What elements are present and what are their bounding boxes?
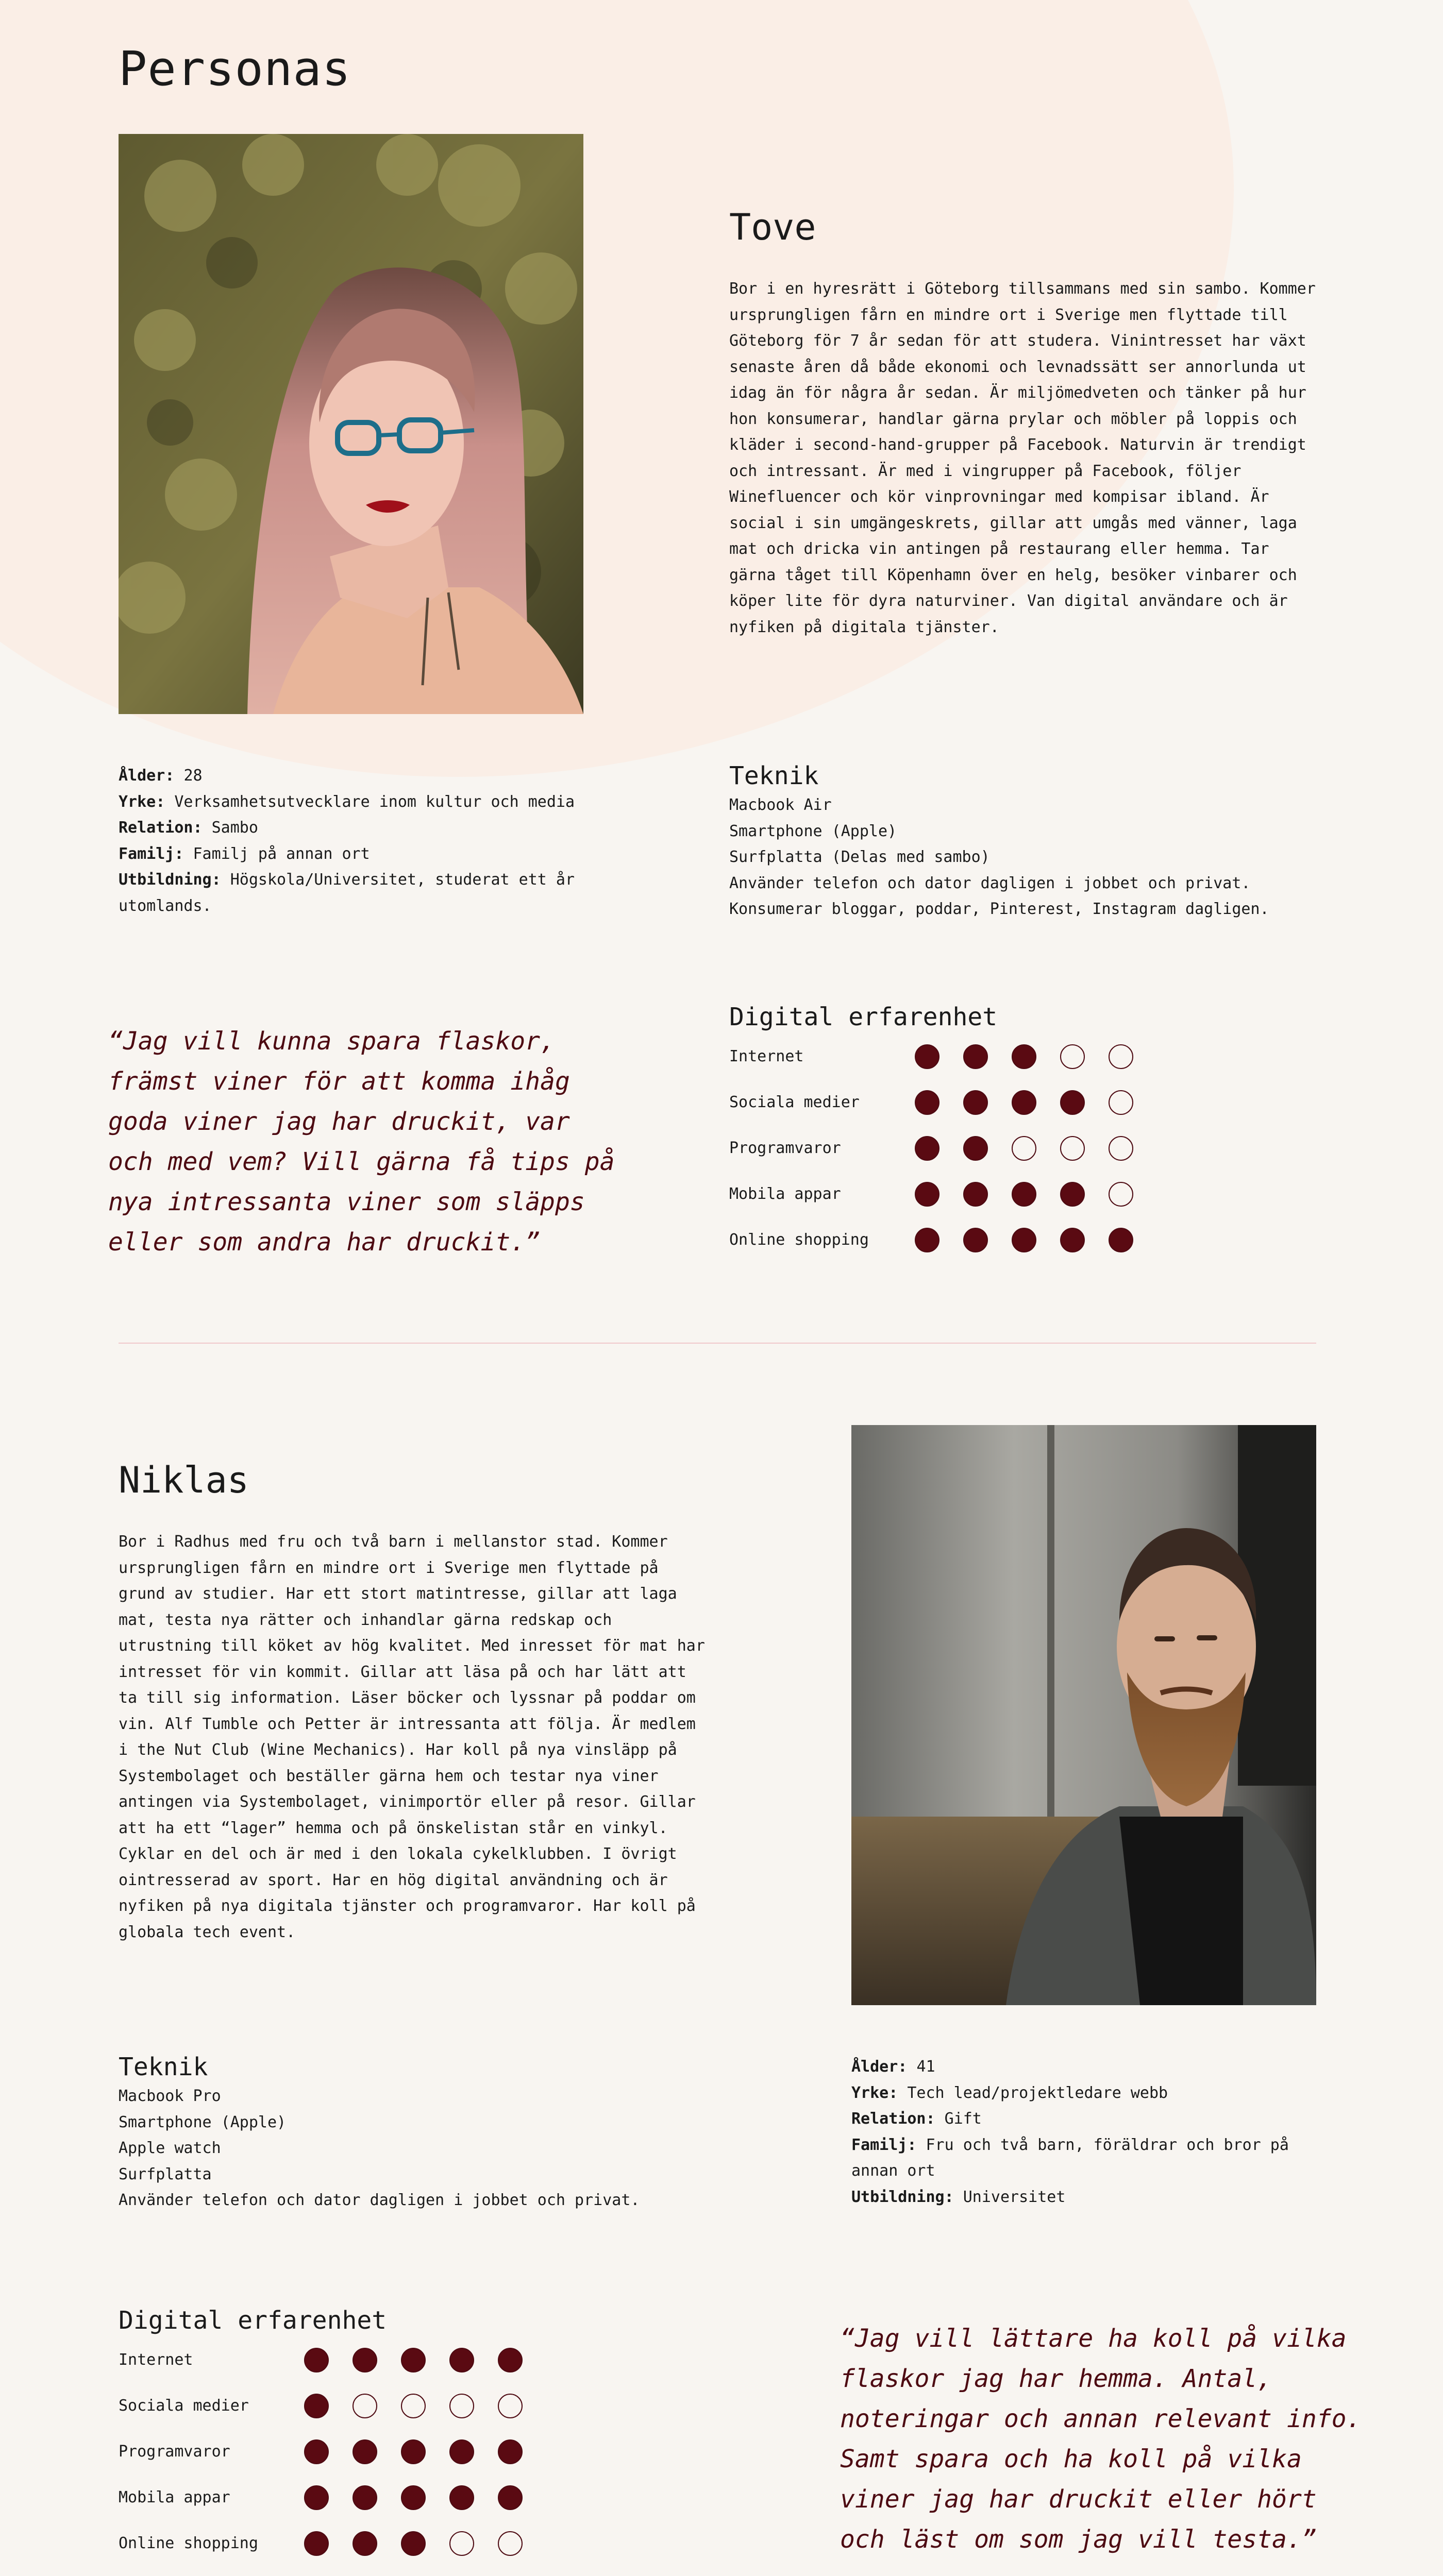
tech-title: Teknik (119, 2053, 208, 2081)
fact-occupation (851, 2080, 1367, 2107)
rating-label: Internet (119, 2351, 193, 2369)
rating-dot-empty (449, 2394, 474, 2418)
fact-value: Gift (944, 2110, 982, 2128)
rating-dots (304, 2531, 523, 2556)
rating-dot-filled (401, 2439, 426, 2464)
rating-dot-filled (963, 1090, 988, 1115)
rating-dot-filled (401, 2531, 426, 2556)
tech-item: Surfplatta (Delas med sambo) (729, 848, 990, 866)
rating-dot-filled (353, 2531, 377, 2556)
rating-dot-filled (498, 2439, 523, 2464)
rating-dot-empty (1109, 1136, 1133, 1161)
fact-value: Universitet (963, 2188, 1066, 2206)
rating-dot-filled (963, 1136, 988, 1161)
rating-dot-filled (915, 1136, 939, 1161)
tech-item: Använder telefon och dator dagligen i jobbet och privat. (119, 2191, 640, 2209)
persona-tech (729, 761, 1348, 923)
rating-dots (915, 1136, 1133, 1161)
rating-dot-empty (1012, 1136, 1036, 1161)
persona-bio: Bor i Radhus med fru och två barn i mellanstor stad. Kommer ursprungligen fårn en mindre ort i Sverige men flyttade på grund av studier. Har ett stort matintresse, gillar att laga mat, testa nya rätter och inhandlar gärna redskap och utrustning till köket av hög kvalitet. Med inresset för mat har intresset för vin kommit. Gillar att läsa på och har lätt att ta till sig information. Läser böcker och lyssnar på poddar om vin. Alf Tumble och Petter är intressanta att följa. Är medlem i the Nut Club (Wine Mechanics). Har koll på nya vinsläpp på Systembolaget och beställer gärna hem och testar nya viner antingen via Systembolaget, vinimportör eller på resor. Gillar att ha ett “lager” hemma och på önskelistan står en vinkyl. Cyklar en del och är med i den lokala cykelklubben. I övrigt ointresserad av sport. Har en hög digital användning och är nyfiken på nya digitala tjänster och programvaror. Har koll på globala tech event. (119, 1533, 705, 1941)
rating-dot-empty (1109, 1182, 1133, 1207)
fact-label: Familj: (119, 844, 184, 863)
rating-row (119, 2383, 523, 2429)
fact-label: Utbildning: (119, 871, 221, 889)
fact-label: Relation: (119, 819, 203, 837)
fact-education (851, 2184, 1367, 2211)
fact-value: 41 (916, 2058, 935, 2076)
rating-list (729, 1033, 1133, 1263)
persona-bio: Bor i en hyresrätt i Göteborg tillsammans med sin sambo. Kommer ursprungligen fårn en mindre ort i Sverige men flyttade till Göteborg för 7 år sedan för att studera. Vinintresset har växt senaste åren då både ekonomi och levnadssätt ser annorlunda ut idag än för några år sedan. Är miljömedveten och tänker på hur hon konsumerar, handlar gärna prylar och möbler på loppis och kläder i second-hand-grupper på Facebook. Naturvin är trendigt och intressant. Är med i vingrupper på Facebook, följer Winefluencer och kör vinprovningar med kompisar ibland. Är social i sin umgängeskrets, gillar att umgås med vänner, laga mat och dricka vin antingen på restaurang eller hemma. Tar gärna tåget till Köpenhamn över en helg, besöker vinbarer och köper lite för dyra naturviner. Van digital användare och är nyfiken på digitala tjänster. (729, 280, 1316, 636)
fact-age (119, 763, 634, 789)
digital-experience (729, 1003, 1133, 1263)
fact-relation (851, 2106, 1367, 2132)
rating-dot-filled (498, 2348, 523, 2372)
rating-label: Internet (729, 1047, 804, 1065)
rating-dot-filled (401, 2348, 426, 2372)
rating-dot-filled (1012, 1044, 1036, 1069)
rating-dots (304, 2394, 523, 2418)
tech-title: Teknik (729, 761, 819, 790)
fact-label: Yrke: (119, 792, 165, 811)
tech-item: Macbook Pro (119, 2087, 221, 2105)
persona-tech (119, 2053, 788, 2214)
rating-dots (915, 1228, 1133, 1252)
rating-dot-filled (498, 2485, 523, 2510)
tech-item: Smartphone (Apple) (119, 2113, 287, 2131)
rating-dot-filled (1012, 1182, 1036, 1207)
fact-education (119, 867, 634, 919)
fact-label: Ålder: (119, 767, 175, 785)
fact-value: Sambo (211, 819, 258, 837)
fact-value: Högskola/Universitet, studerat ett år utomlands. (119, 871, 575, 915)
rating-dot-filled (353, 2439, 377, 2464)
digital-experience (119, 2306, 523, 2566)
rating-dots (304, 2485, 523, 2510)
rating-dot-empty (498, 2394, 523, 2418)
fact-label: Utbildning: (851, 2188, 954, 2206)
rating-label: Sociala medier (119, 2397, 249, 2415)
tech-item: Smartphone (Apple) (729, 822, 897, 840)
rating-label: Mobila appar (729, 1185, 841, 1203)
fact-value: Verksamhetsutvecklare inom kultur och media (174, 792, 575, 811)
rating-dot-empty (1109, 1044, 1133, 1069)
rating-label: Programvaror (119, 2443, 230, 2461)
rating-dots (915, 1182, 1133, 1207)
rating-dot-filled (304, 2531, 329, 2556)
tech-item: Apple watch (119, 2139, 221, 2157)
rating-list (119, 2337, 523, 2566)
rating-row (729, 1171, 1133, 1217)
bearded-man-photo (851, 1425, 1316, 2005)
rating-dot-filled (1060, 1228, 1085, 1252)
rating-dot-filled (353, 2485, 377, 2510)
rating-dot-filled (304, 2439, 329, 2464)
page-title: Personas (119, 41, 351, 96)
rating-dots (304, 2348, 523, 2372)
woman-with-glasses-photo (119, 134, 583, 714)
rating-row (119, 2429, 523, 2475)
fact-family (119, 841, 634, 868)
fact-age (851, 2054, 1367, 2080)
rating-label: Programvaror (729, 1139, 841, 1157)
rating-label: Online shopping (119, 2534, 258, 2552)
fact-family (851, 2132, 1367, 2184)
digital-title: Digital erfarenhet (729, 1003, 998, 1031)
fact-label: Familj: (851, 2136, 917, 2154)
persona-facts (119, 763, 634, 919)
rating-dot-filled (1109, 1228, 1133, 1252)
persona-name: Niklas (119, 1459, 249, 1501)
rating-dot-filled (915, 1090, 939, 1115)
rating-dot-empty (353, 2394, 377, 2418)
rating-row (729, 1033, 1133, 1079)
fact-label: Relation: (851, 2110, 935, 2128)
rating-dot-filled (1060, 1182, 1085, 1207)
rating-row (119, 2520, 523, 2566)
persona-facts (851, 2054, 1367, 2210)
tech-item: Macbook Air (729, 796, 832, 814)
rating-dot-filled (304, 2485, 329, 2510)
fact-value: Familj på annan ort (193, 844, 370, 863)
divider (119, 1343, 1316, 1344)
rating-dot-filled (401, 2485, 426, 2510)
rating-dot-filled (915, 1044, 939, 1069)
rating-dot-empty (449, 2531, 474, 2556)
rating-dot-filled (353, 2348, 377, 2372)
fact-occupation (119, 789, 634, 816)
rating-dot-filled (304, 2348, 329, 2372)
fact-label: Yrke: (851, 2083, 898, 2102)
rating-dot-filled (1012, 1090, 1036, 1115)
rating-row (729, 1125, 1133, 1171)
rating-dot-filled (449, 2485, 474, 2510)
rating-row (729, 1217, 1133, 1263)
rating-dots (304, 2439, 523, 2464)
fact-value: Tech lead/projektledare webb (907, 2083, 1168, 2102)
digital-title: Digital erfarenhet (119, 2306, 387, 2335)
rating-dot-empty (1060, 1136, 1085, 1161)
persona-quote: “Jag vill lättare ha koll på vilka flaskor jag har hemma. Antal, noteringar och annan relevant info. Samt spara och ha koll på vilka viner jag har druckit eller hört och läst om som jag vill testa.” (840, 2324, 1362, 2554)
rating-dot-filled (915, 1228, 939, 1252)
rating-dot-empty (401, 2394, 426, 2418)
rating-dot-filled (963, 1182, 988, 1207)
persona-photo-tove (119, 134, 583, 714)
rating-dot-filled (449, 2439, 474, 2464)
tech-item: Använder telefon och dator dagligen i jobbet och privat. (729, 874, 1251, 892)
rating-dot-filled (1012, 1228, 1036, 1252)
rating-dot-empty (498, 2531, 523, 2556)
rating-dot-filled (449, 2348, 474, 2372)
rating-label: Online shopping (729, 1231, 869, 1249)
fact-value: Fru och två barn, föräldrar och bror på annan ort (851, 2136, 1289, 2180)
rating-label: Sociala medier (729, 1093, 860, 1111)
rating-dot-filled (963, 1044, 988, 1069)
persona-quote: “Jag vill kunna spara flaskor, främst viner för att komma ihåg goda viner jag har druckit, var och med vem? Vill gärna få tips på nya intressanta viner som släpps eller som andra har druckit.” (108, 1027, 615, 1257)
rating-row (119, 2337, 523, 2383)
persona-name: Tove (729, 206, 816, 248)
tech-item: Surfplatta (119, 2165, 212, 2183)
rating-label: Mobila appar (119, 2488, 230, 2506)
persona-photo-niklas (851, 1425, 1316, 2005)
fact-relation (119, 815, 634, 841)
rating-row (729, 1079, 1133, 1125)
rating-row (119, 2475, 523, 2520)
rating-dot-filled (304, 2394, 329, 2418)
rating-dots (915, 1044, 1133, 1069)
rating-dot-filled (963, 1228, 988, 1252)
rating-dot-filled (915, 1182, 939, 1207)
rating-dots (915, 1090, 1133, 1115)
fact-value: 28 (183, 767, 203, 785)
rating-dot-empty (1109, 1090, 1133, 1115)
rating-dot-empty (1060, 1044, 1085, 1069)
tech-item: Konsumerar bloggar, poddar, Pinterest, Instagram dagligen. (729, 900, 1269, 918)
rating-dot-filled (1060, 1090, 1085, 1115)
fact-label: Ålder: (851, 2058, 908, 2076)
